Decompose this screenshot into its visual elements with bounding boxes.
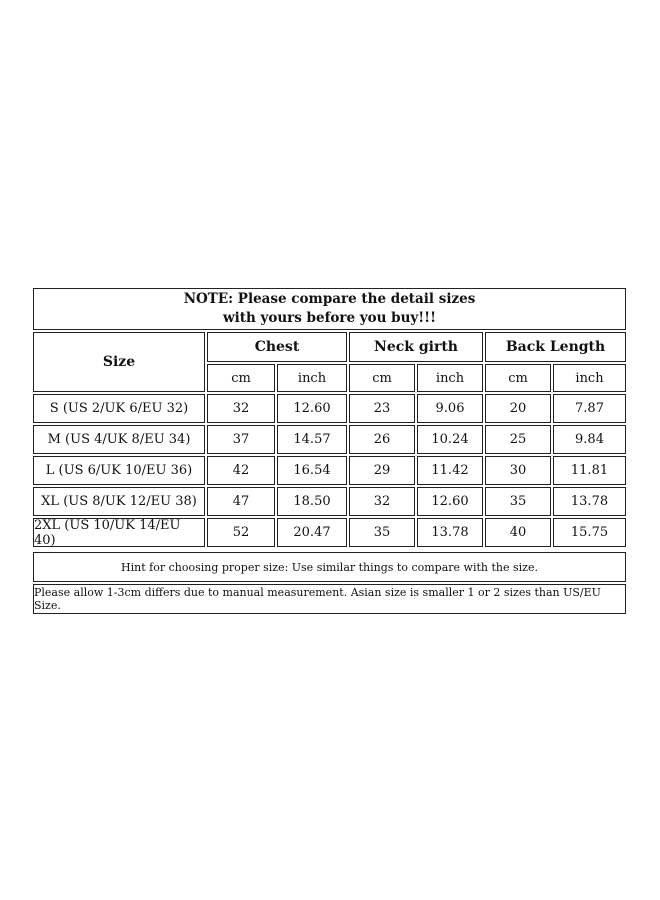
measurement-value: 7.87 [553,394,626,423]
measurement-value: 14.57 [277,425,347,454]
measurement-value: 11.42 [417,456,483,485]
measurement-value: 9.84 [553,425,626,454]
measurement-value: 32 [207,394,275,423]
size-label: S (US 2/UK 6/EU 32) [33,394,205,423]
unit-back-cm: cm [485,364,551,392]
measurement-value: 42 [207,456,275,485]
size-label: M (US 4/UK 8/EU 34) [33,425,205,454]
size-label: 2XL (US 10/UK 14/EU 40) [33,518,205,547]
measurement-value: 13.78 [417,518,483,547]
measurement-value: 25 [485,425,551,454]
measurement-value: 16.54 [277,456,347,485]
measurement-value: 40 [485,518,551,547]
back-length-header: Back Length [485,332,626,362]
unit-chest-inch: inch [277,364,347,392]
chest-header: Chest [207,332,347,362]
neck-girth-header: Neck girth [349,332,483,362]
measurement-value: 47 [207,487,275,516]
unit-chest-cm: cm [207,364,275,392]
unit-neck-cm: cm [349,364,415,392]
hint-text: Hint for choosing proper size: Use similar things to compare with the size. [121,560,538,574]
unit-back-inch: inch [553,364,626,392]
measurement-value: 20 [485,394,551,423]
measurement-value: 20.47 [277,518,347,547]
disclaimer-text: Please allow 1-3cm differs due to manual measurement. Asian size is smaller 1 or 2 sizes than US/EU Size. [34,586,601,612]
size-label: L (US 6/UK 10/EU 36) [33,456,205,485]
measurement-value: 29 [349,456,415,485]
measurement-value: 35 [485,487,551,516]
size-chart [33,288,626,614]
measurement-value: 15.75 [553,518,626,547]
measurement-value: 9.06 [417,394,483,423]
note-line-2: with yours before you buy!!! [222,310,437,326]
hint-box [33,552,626,582]
measurement-value: 13.78 [553,487,626,516]
measurement-value: 26 [349,425,415,454]
measurement-value: 12.60 [417,487,483,516]
measurement-value: 30 [485,456,551,485]
measurement-value: 10.24 [417,425,483,454]
unit-neck-inch: inch [417,364,483,392]
note-line-1: NOTE: Please compare the detail sizes [183,291,476,307]
size-header: Size [33,332,205,392]
size-table [33,332,626,548]
note-box [33,288,626,330]
measurement-value: 18.50 [277,487,347,516]
disclaimer-box [33,584,626,614]
measurement-value: 12.60 [277,394,347,423]
size-label: XL (US 8/UK 12/EU 38) [33,487,205,516]
measurement-value: 11.81 [553,456,626,485]
measurement-value: 23 [349,394,415,423]
measurement-value: 37 [207,425,275,454]
measurement-value: 32 [349,487,415,516]
measurement-value: 35 [349,518,415,547]
measurement-value: 52 [207,518,275,547]
